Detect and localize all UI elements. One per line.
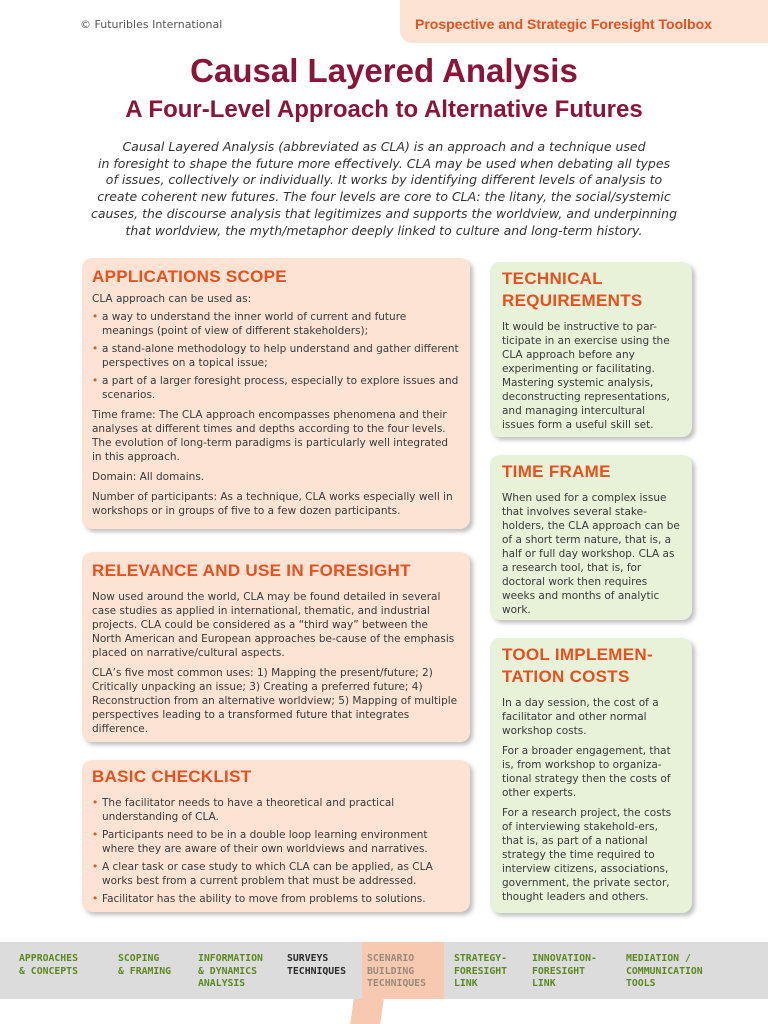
relevance-heading: RELEVANCE AND USE IN FORESIGHT: [92, 561, 411, 580]
page-title: Causal Layered Analysis: [190, 52, 578, 89]
list-item: [92, 828, 460, 856]
footer-nav: [0, 942, 768, 999]
nav-scoping-framing[interactable]: SCOPING & FRAMING: [118, 953, 172, 977]
checklist-list: [92, 796, 460, 906]
timeframe-label: Time frame:: [92, 409, 156, 421]
checklist-box: [82, 760, 470, 912]
intro-line: create coherent new futures. The four levels are core to CLA: the litany, the social/systemic: [97, 189, 671, 205]
bullet-icon: •: [92, 797, 99, 809]
list-item-text: The facilitator needs to have a theoretical and practical understanding of CLA.: [102, 797, 395, 823]
list-item: [92, 892, 460, 906]
nav-approaches-concepts[interactable]: APPROACHES & CONCEPTS: [19, 953, 78, 977]
nav-scenario-building[interactable]: SCENARIO BUILDING TECHNIQUES: [367, 953, 426, 989]
costs-paragraph: For a research project, the costs of interviewing stakehold-ers, that is, as part of a national strategy the time required to interview citizens, associations, government, the private sector, thought leaders and others.: [502, 807, 672, 903]
list-item: [92, 342, 460, 370]
timeframe-text: The CLA approach encompasses phenomena and their analyses at different times and depths according to the four levels. The evolution of long-term paradigms is particularly well integrated in this approach.: [92, 409, 449, 463]
timeframe-paragraph: [92, 408, 460, 464]
list-item-text: a way to understand the inner world of current and future meanings (point of view of different stakeholders);: [102, 311, 407, 337]
bullet-icon: •: [92, 311, 99, 323]
active-tab-marker: [350, 999, 384, 1024]
bullet-icon: •: [92, 861, 99, 873]
costs-paragraph: For a broader engagement, that is, from workshop to organiza-tional strategy then the costs of other experts.: [502, 745, 671, 799]
time-frame-heading: TIME FRAME: [502, 462, 611, 481]
applications-scope-box: [82, 258, 470, 529]
time-frame-box: [490, 455, 692, 620]
list-item: [92, 796, 460, 824]
nav-mediation-communication[interactable]: MEDIATION / COMMUNICATION TOOLS: [626, 953, 703, 989]
time-frame-text: When used for a complex issue that involves several stake-holders, the CLA approach can be of a short term nature, that is, a half or full day workshop. CLA as a research tool, that is, for doctoral work then requires weeks and months of analytic work.: [502, 492, 680, 616]
list-item-text: Participants need to be in a double loop learning environment where they are aware of their own worldviews and narratives.: [102, 829, 428, 855]
intro-line: Causal Layered Analysis (abbreviated as CLA) is an approach and a technique used: [122, 139, 646, 154]
nav-surveys-techniques[interactable]: SURVEYS TECHNIQUES: [287, 953, 346, 977]
costs-heading-line: TOOL IMPLEMEN-: [502, 645, 653, 664]
domain-label: Domain:: [92, 471, 137, 483]
nav-innovation-foresight[interactable]: INNOVATION- FORESIGHT LINK: [532, 953, 597, 989]
domain-paragraph: [92, 470, 460, 484]
domain-text: All domains.: [136, 471, 205, 483]
participants-paragraph: [92, 490, 460, 518]
costs-paragraph: In a day session, the cost of a facilitator and other normal workshop costs.: [502, 697, 659, 737]
technical-heading: [502, 268, 680, 312]
applications-heading: APPLICATIONS SCOPE: [92, 267, 287, 286]
toolbox-title: Prospective and Strategic Foresight Toolbox: [415, 16, 712, 32]
list-item-text: Facilitator has the ability to move from problems to solutions.: [102, 893, 426, 905]
participants-label: Number of participants:: [92, 491, 217, 503]
list-item: [92, 860, 460, 888]
list-item-text: a part of a larger foresight process, especially to explore issues and scenarios.: [102, 375, 459, 401]
costs-heading-line: TATION COSTS: [502, 667, 630, 686]
implementation-costs-box: [490, 638, 692, 913]
relevance-box: [82, 552, 470, 742]
relevance-paragraph: Now used around the world, CLA may be found detailed in several case studies as applied in international, thematic, and industrial projects. CLA could be considered as a “third way” between the North American and European approaches be-cause of the emphasis placed on narrative/cultural aspects.: [92, 591, 455, 659]
nav-information-dynamics[interactable]: INFORMATION & DYNAMICS ANALYSIS: [198, 953, 263, 989]
bullet-icon: •: [92, 829, 99, 841]
applications-list: [92, 310, 460, 402]
technical-heading-line: TECHNICAL: [502, 269, 603, 288]
costs-heading: [502, 644, 680, 688]
toolbox-tab: [400, 0, 768, 43]
list-item: [92, 374, 460, 402]
checklist-heading: BASIC CHECKLIST: [92, 767, 252, 786]
technical-heading-line: REQUIREMENTS: [502, 291, 643, 310]
list-item: [92, 310, 460, 338]
bullet-icon: •: [92, 375, 99, 387]
intro-paragraph: [60, 139, 708, 239]
intro-line: of issues, collectively or individually. It works by identifying different levels of analysis to: [105, 172, 663, 188]
technical-text: It would be instructive to par-ticipate in an exercise using the CLA approach before any experimenting or facilitating. Mastering systemic analysis, deconstructing representations, and managing intercultural issues form a useful skill set.: [502, 321, 670, 431]
participants-text: As a technique, CLA works especially well in workshops or in groups of five to a few dozen participants.: [92, 491, 453, 517]
applications-lead: CLA approach can be used as:: [92, 293, 252, 305]
intro-line: causes, the discourse analysis that legitimizes and supports the worldview, and underpinning: [90, 205, 678, 221]
technical-requirements-box: [490, 262, 692, 437]
copyright-notice: © Futuribles International: [80, 18, 223, 31]
nav-strategy-foresight[interactable]: STRATEGY- FORESIGHT LINK: [454, 953, 508, 989]
intro-line: that worldview, the myth/metaphor deeply linked to culture and long-term history.: [125, 222, 643, 238]
list-item-text: A clear task or case study to which CLA can be applied, as CLA works best from a current problem that must be addressed.: [102, 861, 433, 887]
list-item-text: a stand-alone methodology to help understand and gather different perspectives on a topical issue;: [102, 343, 459, 369]
relevance-paragraph: CLA’s five most common uses: 1) Mapping the present/future; 2) Critically unpacking an issue; 3) Creating a preferred future; 4) Reconstruction from an alternative worldview; 5) Mapping of multiple perspectives leading to a transformed future that integrates difference.: [92, 667, 458, 735]
page-subtitle: A Four-Level Approach to Alternative Futures: [125, 96, 643, 123]
intro-line: in foresight to shape the future more effectively. CLA may be used when debating all types: [97, 155, 671, 171]
bullet-icon: •: [92, 343, 99, 355]
bullet-icon: •: [92, 893, 99, 905]
